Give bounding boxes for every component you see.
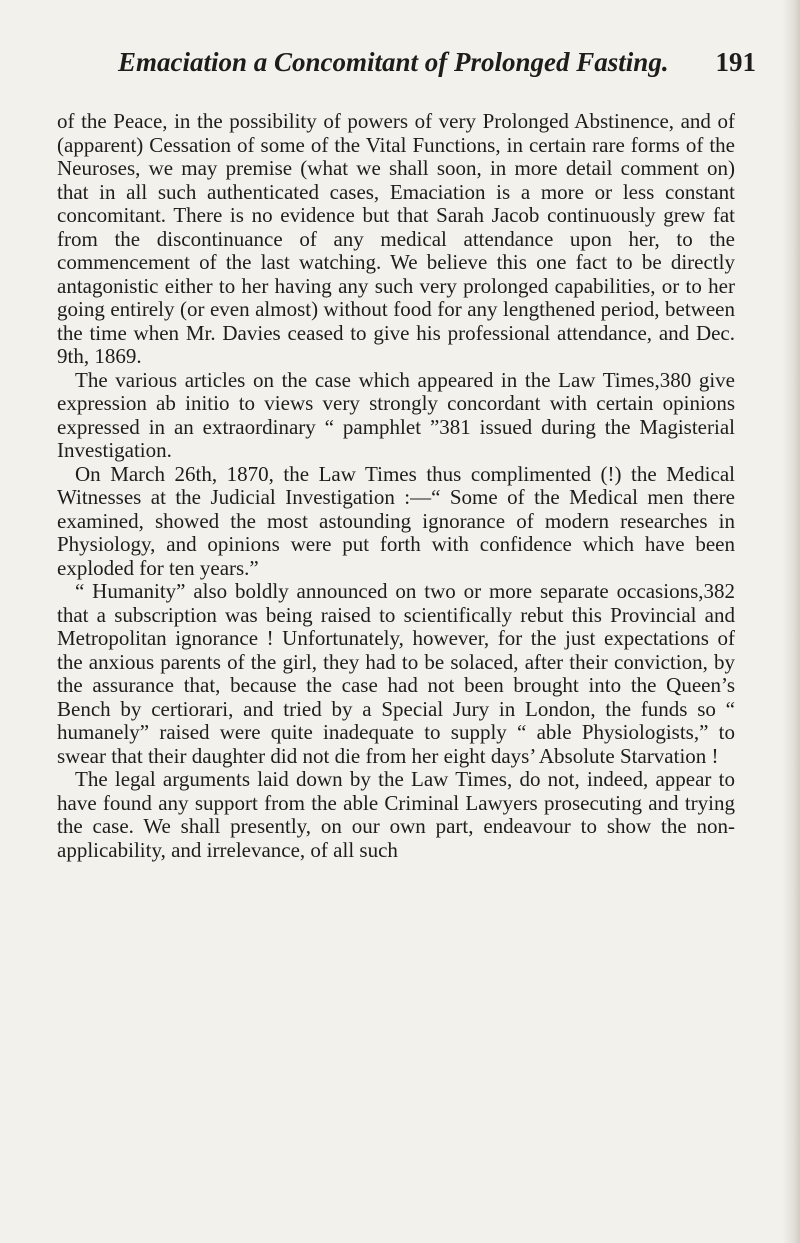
paragraph: The various articles on the case which appeared in the Law Times,380 give expression ab initio to views very strongly concordant with certain opinions expressed in an extraordinary “ pamphlet ”381 issued during the Magisterial Investigation. [57, 367, 735, 462]
page-number: 191 [715, 47, 756, 77]
running-header [118, 42, 756, 82]
paragraph: of the Peace, in the possibility of powers of very Prolonged Abstinence, and of (apparent) Cessation of some of the Vital Functions, in certain rare forms of the Neuroses, we may premise (what we shall soon, in more detail comment on) that in all such authenticated cases, Emaciation is a more or less constant concomitant. There is no evidence but that Sarah Jacob continuously grew fat from the discontinuance of any medical attendance upon her, to the commencement of the last watching. We believe this one fact to be directly antagonistic either to her having any such very prolonged capabilities, or to her going entirely (or even almost) without food for any lengthened period, between the time when Mr. Davies ceased to give his professional attendance, and Dec. 9th, 1869. [57, 109, 735, 368]
paragraph: The legal arguments laid down by the Law Times, do not, indeed, appear to have found any support from the able Criminal Lawyers prosecuting and trying the case. We shall presently, on our own part, endeavour to show the non-applicability, and irrelevance, of all such [57, 767, 735, 862]
running-title: Emaciation a Concomitant of Prolonged Fasting. [118, 47, 669, 77]
paragraph: “ Humanity” also boldly announced on two or more separate occasions,382 that a subscription was being raised to scientifically rebut this Provincial and Metropolitan ignorance ! Unfortunately, however, for the just expectations of the anxious parents of the girl, they had to be solaced, after their conviction, by the assurance that, because the case had not been brought into the Queen’s Bench by certiorari, and tried by a Special Jury in London, the funds so “ humanely” raised were quite inadequate to supply “ able Physiologists,” to swear that their daughter did not die from her eight days’ Absolute Starvation ! [57, 579, 735, 768]
body-text [57, 110, 735, 862]
paragraph: On March 26th, 1870, the Law Times thus complimented (!) the Medical Witnesses at the Judicial Investigation :—“ Some of the Medical men there examined, showed the most astounding ignorance of modern researches in Physiology, and opinions were put forth with confidence which have been exploded for ten years.” [57, 461, 735, 580]
page-edge-shadow [782, 0, 800, 1243]
